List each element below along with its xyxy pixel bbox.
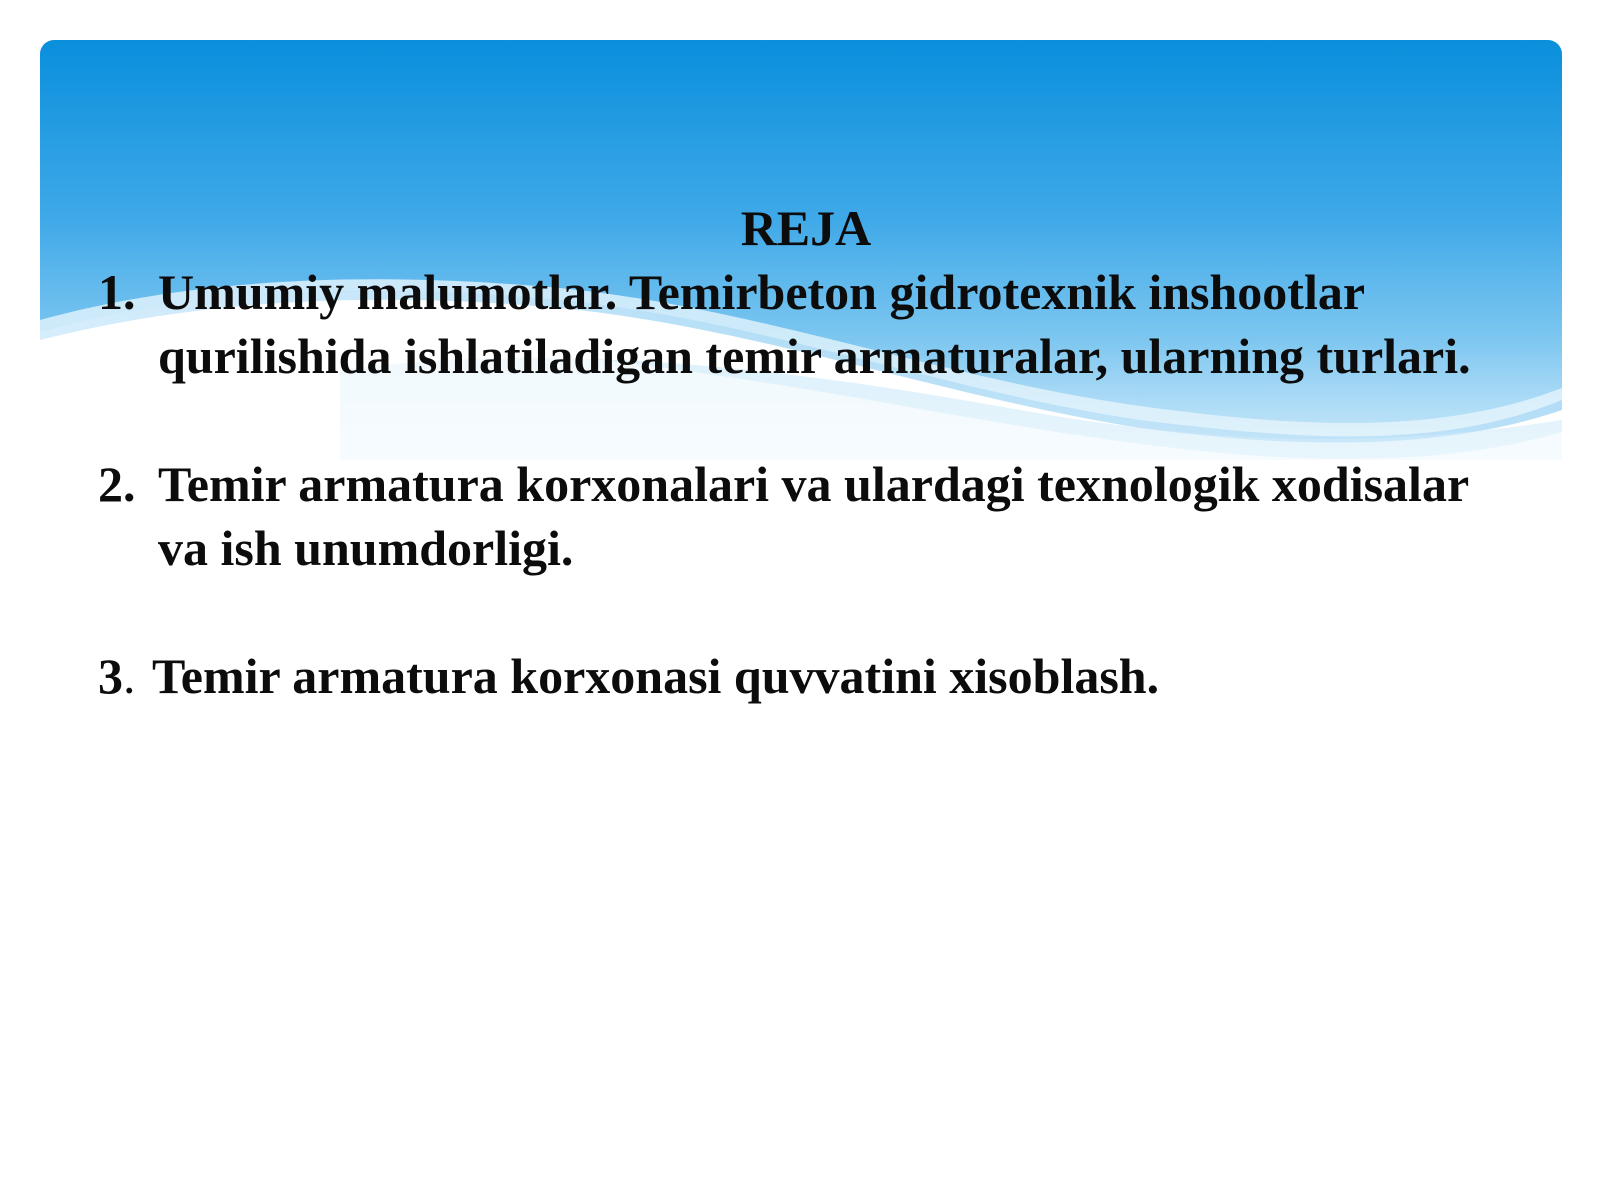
list-item-text: Temir armatura korxonasi quvvatini xisoblash. [152,648,1160,704]
list-item [98,644,1498,708]
list-item-text: Umumiy malumotlar. Temirbeton gidrotexnik inshootlar qurilishida ishlatiladigan temir armaturalar, ularning turlari. [158,264,1471,384]
list-item-number-dot: . [123,648,136,704]
list-item-number-digit: 3 [98,648,123,704]
slide-title: REJA [740,200,872,256]
list-item-text: Temir armatura korxonalari va ulardagi texnologik xodisalar va ish unumdorligi. [158,456,1469,576]
list-item-number: 1. [98,264,136,320]
list-item [98,452,1498,580]
list-item-number: 2. [98,456,136,512]
list-item-number [98,644,136,708]
list-item [98,260,1498,388]
